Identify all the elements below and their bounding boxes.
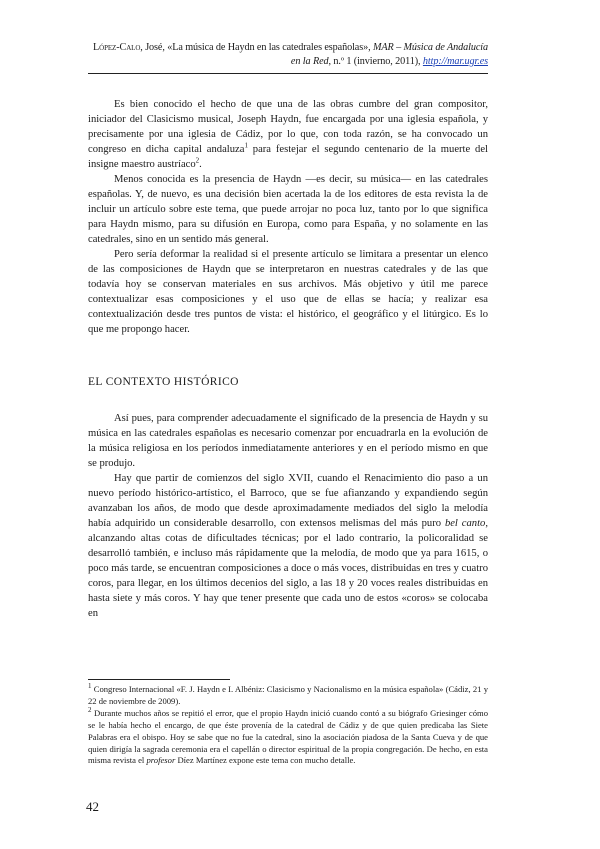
page-number: 42 [86,799,99,814]
paragraph: Hay que partir de comienzos del siglo XVII, cuando el Renacimiento dio paso a un nuevo período histórico-artístico, el Barroco, que se fue afianzando y expandiendo según avanzaban los años, de modo que desde aproximadamente mediados del siglo la melodía había adquirido un considerable desarrollo, con extensos melismas del más puro bel canto, alcanzando altas cotas de dificultades técnicas; por el lado contrario, la policoralidad se desarrolló también, e incluso más rápidamente que la melodía, de modo que ya para 1615, o poco más tarde, se encuentran composiciones a doce o más voces, distribuidas en tres y cuatro coros, para llegar, en los últimos decenios del siglo, a las 18 y 20 voces reales distribuidas en hasta siete y más coros. Y hay que tener presente que cada uno de estos «coros» se colocaba en [88,473,488,619]
header-article-title: «La música de Haydn en las catedrales españolas», [167,42,373,53]
footnote-ref[interactable]: 1 [244,141,248,150]
paragraph: Es bien conocido el hecho de que una de las obras cumbre del gran compositor, iniciador del Clasicismo musical, Joseph Haydn, fue encargada por una iglesia española, y precisamente por una iglesia de Cádiz, por lo que, con toda razón, se ha convocado un congreso en dicha capital andaluza$^1$ para festejar el segundo centenario de la muerte del insigne maestro austríaco$^2$. [88,99,488,170]
header-author: López-Calo, José, [93,42,168,53]
paragraph: Así pues, para comprender adecuadamente el significado de la presencia de Haydn y su música en las catedrales españolas es necesario comenzar por encuadrarla en la evolución de la música religiosa en los períodos inmediatamente anteriores y en el período mismo en que se produjo. [88,413,488,469]
footnotes [88,684,488,767]
header-url-link[interactable]: http://mar.ugr.es [422,56,488,67]
header-journal-suffix: en la Red [290,56,329,67]
header-divider [88,73,488,74]
introduction-section [88,97,488,337]
footnote-1: $^1$ Congreso Internacional «F. J. Haydn e I. Albéniz: Clasicismo y Nacionalismo en la música española» (Cádiz, 21 y 22 de noviembre de 2009). [88,682,488,706]
historical-context-section [88,411,488,621]
header-issue: , n.º 1 (invierno, 2011), [328,56,423,67]
footnote-2: $^2$ Durante muchos años se repitió el error, que el propio Haydn inició cuando contó a su biógrafo Griesinger cómo se le había hecho el encargo, de que éste provenía de la catedral de Cádiz y de que quien predicaba las Siete Palabras era el obispo. Hoy se sabe que no fue la catedral, sino la asociación piadosa de la Santa Cueva y de que quien dirigía la sagrada ceremonia era el capellán o director espiritual de la propia congregación. De hecho, en esta misma revista el profesor Díez Martínez expone este tema con mucho detalle. [88,705,488,766]
running-header [88,41,488,69]
footnote-ref[interactable]: 2 [195,156,200,165]
footnote-divider [88,679,230,680]
section-heading: EL CONTEXTO HISTÓRICO [88,376,239,388]
paragraph: Pero sería deformar la realidad si el presente artículo se limitara a presentar un elenco de las composiciones de Haydn que se interpretaron en nuestras catedrales y de las que todavía hoy se conservan materiales en sus archivos. Más objetivo y útil me parece contextualizar esas composiciones y el uso que de ellas se hacía; y realizar esa contextualización desde tres puntos de vista: el histórico, el geográfico y el litúrgico. Es lo que me propongo hacer. [88,249,488,335]
paragraph: Menos conocida es la presencia de Haydn —es decir, su música— en las catedrales españolas. Y, de nuevo, es una decisión bien acertada la de los editores de esta revista la de incluir un artículo sobre este tema, que puede arrojar no poca luz, tanto por lo que significa para Haydn mismo, para su difusión en Europa, como para España, y no solamente en las catedrales, sino en un sentido más general. [88,174,488,245]
header-journal: MAR – Música de Andalucía [372,42,488,53]
